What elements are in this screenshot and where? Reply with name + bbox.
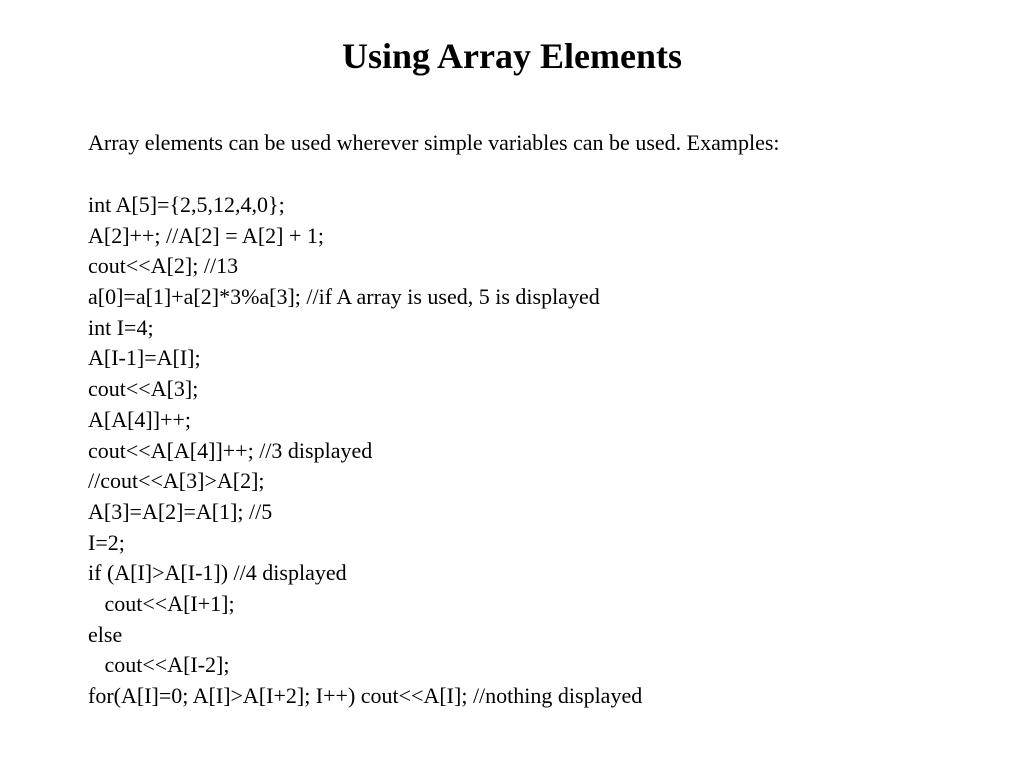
code-line: a[0]=a[1]+a[2]*3%a[3]; //if A array is used, 5 is displayed — [88, 284, 600, 310]
code-line: cout<<A[2]; //13 — [88, 253, 239, 279]
intro-text: Array elements can be used wherever simple variables can be used. Examples: — [88, 130, 780, 155]
code-line: A[2]++; //A[2] = A[2] + 1; — [88, 222, 324, 248]
code-line: I=2; — [88, 529, 125, 555]
code-line: else — [88, 621, 123, 647]
code-line: //cout<<A[3]>A[2]; — [88, 468, 265, 494]
code-line: int A[5]={2,5,12,4,0}; — [88, 192, 285, 217]
code-line: cout<<A[A[4]]++; //3 displayed — [88, 437, 373, 463]
code-line: cout<<A[I+1]; — [88, 590, 235, 616]
code-line: A[I-1]=A[I]; — [88, 345, 201, 371]
code-block — [88, 190, 642, 712]
code-line: cout<<A[3]; — [88, 376, 199, 402]
code-line: int I=4; — [88, 314, 154, 340]
code-line: A[3]=A[2]=A[1]; //5 — [88, 498, 273, 524]
code-line: cout<<A[I-2]; — [88, 652, 230, 678]
slide-title: Using Array Elements — [342, 36, 682, 76]
code-line: A[A[4]]++; — [88, 406, 192, 432]
code-line: if (A[I]>A[I-1]) //4 displayed — [88, 560, 347, 586]
code-line: for(A[I]=0; A[I]>A[I+2]; I++) cout<<A[I]; //nothing displayed — [88, 683, 643, 708]
